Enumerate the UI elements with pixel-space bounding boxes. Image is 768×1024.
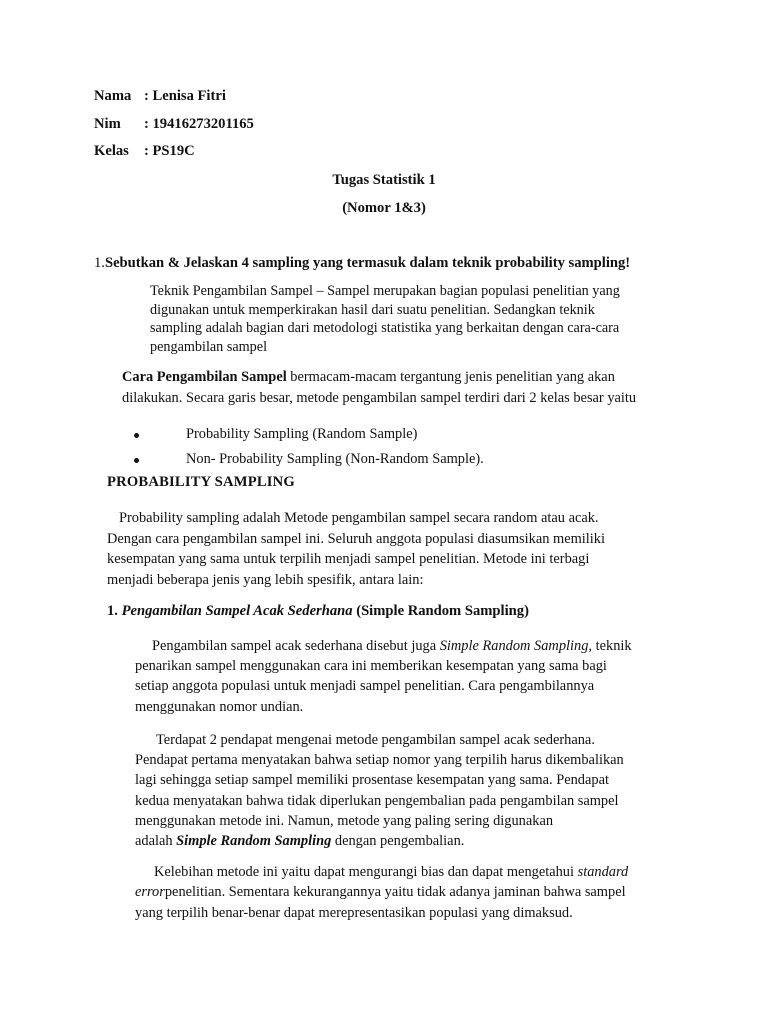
paragraph-b xyxy=(135,730,624,851)
subheading-rest: (Simple Random Sampling) xyxy=(352,603,529,619)
intro-line: sampling adalah bagian dari metodologi statistika yang berkaitan dengan cara-cara xyxy=(150,320,620,336)
kelas-label: Kelas xyxy=(94,143,129,159)
name-label: Nama xyxy=(94,88,132,104)
cara-line-2: dilakukan. Secara garis besar, metode pengambilan sampel terdiri dari 2 kelas besar yaitu xyxy=(122,390,637,406)
question-text: Sebutkan & Jelaskan 4 sampling yang termasuk dalam teknik probability sampling! xyxy=(104,255,631,271)
prob-line: Probability sampling adalah Metode pengambilan sampel secara random atau acak. xyxy=(119,510,599,526)
para-b-line: Pendapat pertama menyatakan bahwa setiap nomor yang terpilih harus dikembalikan xyxy=(135,752,624,769)
prob-line: menjadi beberapa jenis yang lebih spesifik, antara lain: xyxy=(107,571,424,588)
bullet-dot xyxy=(134,433,139,438)
probability-paragraph xyxy=(107,508,605,590)
prob-line: Dengan cara pengambilan sampel ini. Seluruh anggota populasi diasumsikan memiliki xyxy=(107,530,605,547)
para-b-bold-italic: Simple Random Sampling xyxy=(176,833,332,850)
page-subtitle: (Nomor 1&3) xyxy=(342,200,426,216)
cara-text: bermacam-macam tergantung jenis penelitian yang akan xyxy=(286,369,615,385)
subheading-simple-random xyxy=(107,603,529,620)
subheading-number: 1. xyxy=(107,603,118,619)
paragraph-c xyxy=(135,862,628,923)
bullet-text: Non- Probability Sampling (Non-Random Sample). xyxy=(186,451,484,467)
subheading-italic: Pengambilan Sampel Acak Sederhana xyxy=(121,603,353,619)
name-value: : Lenisa Fitri xyxy=(144,88,226,104)
para-a-line: menggunakan nomor undian. xyxy=(135,698,304,715)
para-a-line: penarikan sampel menggunakan cara ini memberikan kesempatan yang sama bagi xyxy=(135,658,607,675)
para-a-italic: Simple Random Sampling, xyxy=(439,638,593,654)
cara-bold-term: Cara Pengambilan Sampel xyxy=(122,369,287,385)
para-b-line: kedua menyatakan bahwa tidak diperlukan pengembalian pada pengambilan sampel xyxy=(135,792,619,809)
para-b-text: adalah xyxy=(135,833,177,850)
para-c-italic-2: error xyxy=(135,884,165,901)
intro-paragraph xyxy=(150,282,620,356)
intro-line: pengambilan sampel xyxy=(150,338,268,355)
nim-value: : 19416273201165 xyxy=(144,116,254,132)
page-title: Tugas Statistik 1 xyxy=(332,172,436,188)
para-b-line: Terdapat 2 pendapat mengenai metode pengambilan sampel acak sederhana. xyxy=(156,732,595,748)
section-heading: PROBABILITY SAMPLING xyxy=(107,474,295,490)
para-c-italic: standard xyxy=(577,864,629,880)
para-b-line: menggunakan metode ini. Namun, metode yang paling sering digunakan xyxy=(135,812,554,829)
paragraph-a xyxy=(135,636,632,717)
cara-paragraph xyxy=(122,367,636,409)
question-1 xyxy=(94,255,630,272)
prob-line: kesempatan yang sama untuk terpilih menjadi sampel penelitian. Metode ini terbagi xyxy=(107,551,590,568)
kelas-value: : PS19C xyxy=(144,143,195,159)
intro-line: Teknik Pengambilan Sampel – Sampel merupakan bagian populasi penelitian yang xyxy=(150,283,620,299)
para-a-text-end: teknik xyxy=(592,638,632,654)
para-b-text-end: dengan pengembalian. xyxy=(331,833,465,850)
para-c-line-3: yang terpilih benar-benar dapat merepresentasikan populasi yang dimaksud. xyxy=(135,904,573,921)
name-row xyxy=(94,88,226,105)
nim-label: Nim xyxy=(94,116,121,132)
intro-line: digunakan untuk memperkirakan hasil dari suatu penelitian. Sedangkan teknik xyxy=(150,301,595,318)
question-number: 1. xyxy=(94,255,105,271)
para-a-text: Pengambilan sampel acak sederhana disebut juga xyxy=(152,638,440,654)
para-c-text: Kelebihan metode ini yaitu dapat mengurangi bias dan dapat mengetahui xyxy=(154,864,578,880)
bullet-dot xyxy=(134,458,139,463)
kelas-row xyxy=(94,143,195,160)
nim-row xyxy=(94,116,254,133)
para-b-line: lagi sehingga setiap sampel memiliki prosentase kesempatan yang sama. Pendapat xyxy=(135,772,609,789)
bullet-text: Probability Sampling (Random Sample) xyxy=(186,426,418,442)
para-c-text-2: penelitian. Sementara kekurangannya yaitu tidak adanya jaminan bahwa sampel xyxy=(164,884,626,901)
para-a-line: setiap anggota populasi untuk menjadi sampel penelitian. Cara pengambilannya xyxy=(135,678,595,695)
